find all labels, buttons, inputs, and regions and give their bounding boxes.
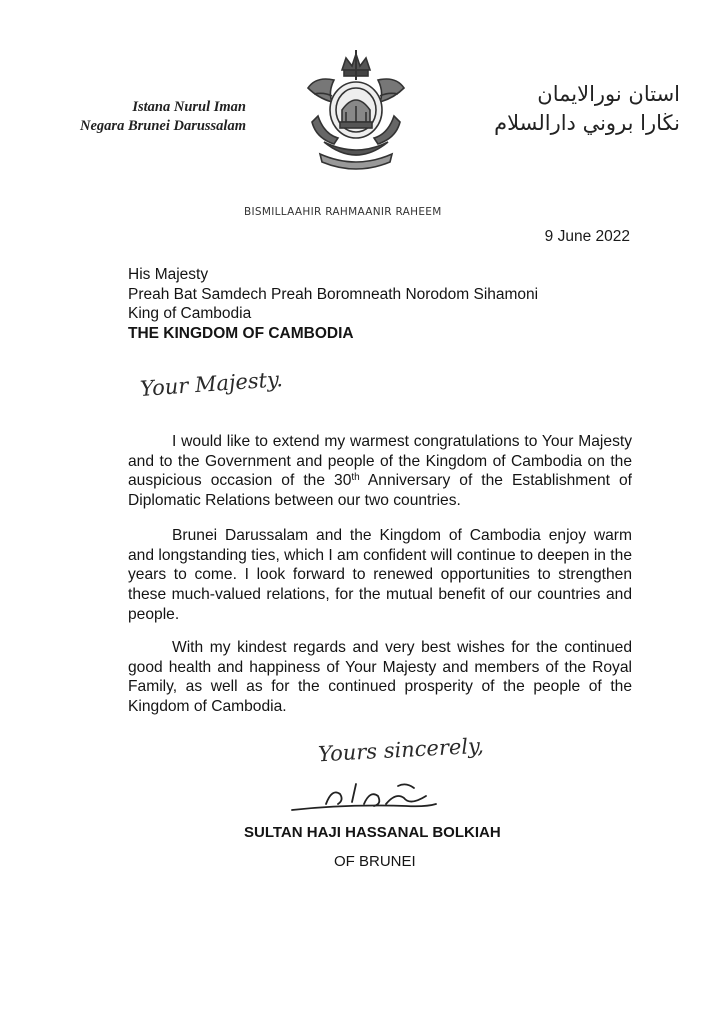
addressee-honorific: His Majesty	[128, 266, 209, 283]
signer-name: SULTAN HAJI HASSANAL BOLKIAH	[244, 824, 501, 841]
addressee-block	[128, 265, 538, 343]
body-paragraph-1	[128, 432, 632, 511]
letter-date: 9 June 2022	[544, 228, 630, 245]
letterhead-country-name: Negara Brunei Darussalam	[80, 118, 246, 134]
letterhead-left	[40, 98, 246, 136]
letterhead-jawi-country: نڬارا بروني دارالسلام	[494, 111, 680, 135]
body-paragraph-2	[128, 526, 632, 625]
letterhead-jawi-palace: استان نورالايمان	[537, 82, 680, 106]
royal-crest-icon	[294, 46, 418, 172]
letterhead-jawi	[470, 80, 680, 138]
signer-title: OF BRUNEI	[334, 853, 416, 870]
p2-text: Brunei Darussalam and the Kingdom of Cambodia enjoy warm and longstanding ties, which I am confident will continue to deepen in the years to come. I look forward to renewed opportunities to strengthen these much-valued relations, for the mutual benefit of our countries and people.	[128, 527, 632, 623]
handwritten-salutation: Your Majesty.	[139, 367, 284, 401]
addressee-name: Preah Bat Samdech Preah Boromneath Norodom Sihamoni	[128, 285, 539, 303]
addressee-title: King of Cambodia	[128, 305, 252, 322]
ordinal-suffix: th	[351, 472, 360, 484]
p1-text-start: I would like to extend my warmest congratulations to Your Majesty and to the Government and people of the Kingdom of Cambodia on the auspicious occasion of the 30	[128, 433, 632, 490]
addressee-country: THE KINGDOM OF CAMBODIA	[128, 324, 354, 342]
p1-text-end: Anniversary of the Establishment of Diplomatic Relations between our two countries.	[128, 472, 632, 510]
handwritten-closing: Yours sincerely,	[317, 733, 485, 767]
p3-text: With my kindest regards and very best wishes for the continued good health and happiness of Your Majesty and members of the Royal Family, as well as for the continued prosperity of the people of the Kingdom of Cambodia.	[128, 639, 632, 716]
signature-icon	[286, 774, 446, 818]
letterhead-palace-name: Istana Nurul Iman	[132, 99, 246, 115]
bismillah-header: BISMILLAAHIR RAHMAANIR RAHEEM	[244, 206, 442, 218]
body-paragraph-3	[128, 638, 632, 717]
